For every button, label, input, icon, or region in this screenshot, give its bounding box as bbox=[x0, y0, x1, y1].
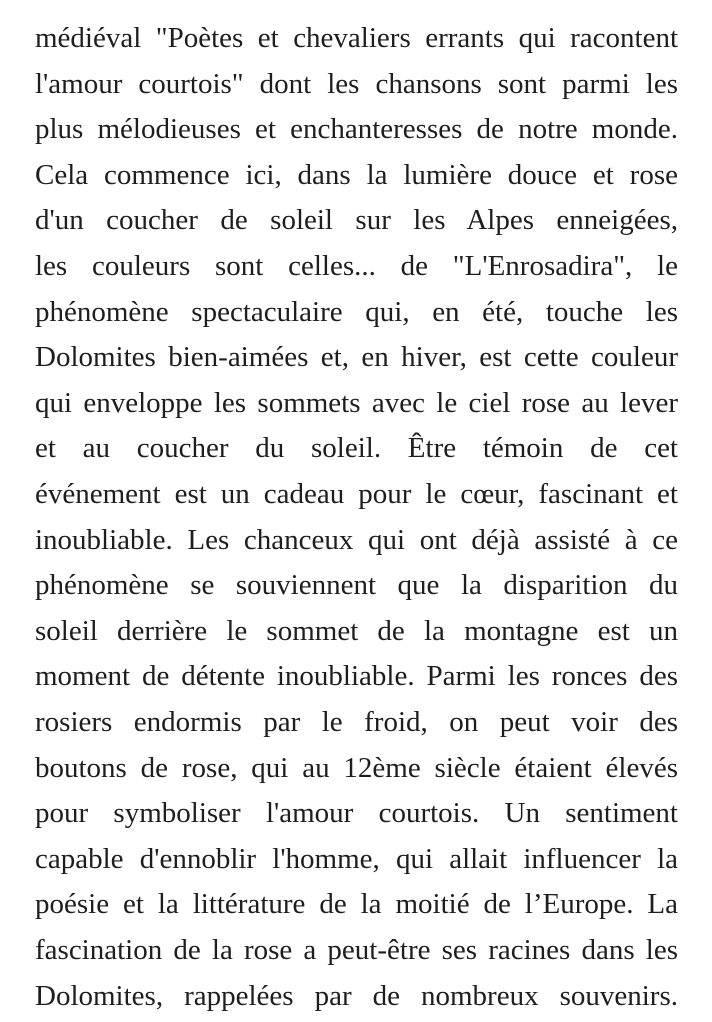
text-line: soleil derrière le sommet de la montagne est un bbox=[35, 615, 678, 647]
text-line: pour symboliser l'amour courtois. Un sentiment bbox=[35, 797, 678, 829]
text-line: Dolomites, rappelées par de nombreux souvenirs. bbox=[35, 980, 678, 1012]
text-line: fascination de la rose a peut-être ses racines dans les bbox=[35, 934, 678, 966]
partial-line-fragment bbox=[355, 0, 678, 1]
text-line: phénomène spectaculaire qui, en été, touche les bbox=[35, 296, 678, 328]
text-line: moment de détente inoubliable. Parmi les ronces des bbox=[35, 660, 678, 692]
partial-text-line bbox=[35, 0, 678, 8]
text-line: médiéval "Poètes et chevaliers errants qui racontent bbox=[35, 22, 678, 54]
text-line: et au coucher du soleil. Être témoin de cet bbox=[35, 432, 678, 464]
text-line: rosiers endormis par le froid, on peut voir des bbox=[35, 706, 678, 738]
text-line: événement est un cadeau pour le cœur, fascinant et bbox=[35, 478, 678, 510]
text-line: inoubliable. Les chanceux qui ont déjà assisté à ce bbox=[35, 524, 678, 556]
text-line: Cela commence ici, dans la lumière douce et rose bbox=[35, 159, 678, 191]
text-line: poésie et la littérature de la moitié de l’Europe. La bbox=[35, 888, 678, 920]
text-line: qui enveloppe les sommets avec le ciel rose au lever bbox=[35, 387, 678, 419]
text-line: d'un coucher de soleil sur les Alpes enneigées, bbox=[35, 204, 678, 236]
text-line: Dolomites bien-aimées et, en hiver, est cette couleur bbox=[35, 341, 678, 373]
text-line: boutons de rose, qui au 12ème siècle étaient élevés bbox=[35, 752, 678, 784]
text-line: les couleurs sont celles... de "L'Enrosadira", le bbox=[35, 250, 678, 282]
text-line: capable d'ennoblir l'homme, qui allait influencer la bbox=[35, 843, 678, 875]
text-line: plus mélodieuses et enchanteresses de notre monde. bbox=[35, 113, 678, 145]
text-line: phénomène se souviennent que la disparition du bbox=[35, 569, 678, 601]
text-line: l'amour courtois" dont les chansons sont parmi les bbox=[35, 68, 678, 100]
